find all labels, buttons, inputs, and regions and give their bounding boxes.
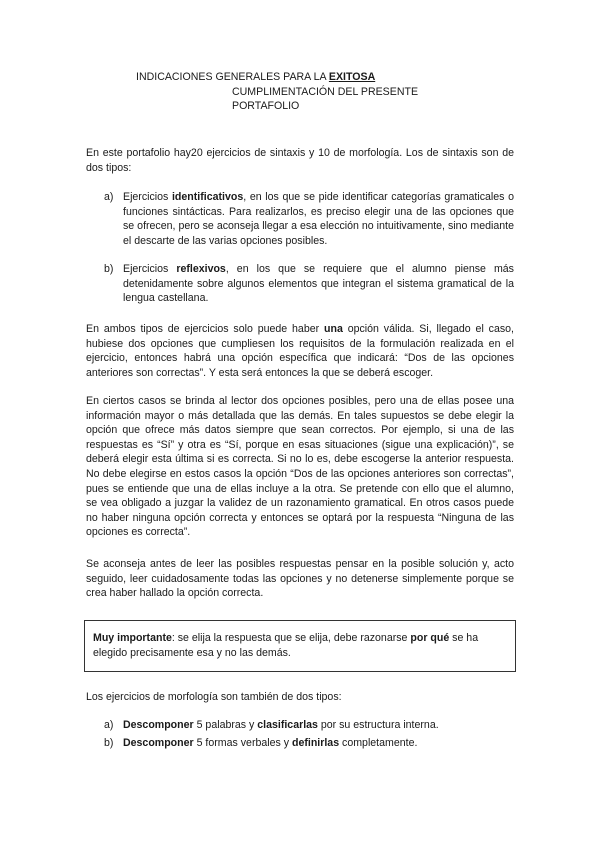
morph-type-a — [104, 718, 514, 733]
syntax-type-b — [104, 262, 514, 306]
list-item-text: Descomponer 5 palabras y clasificarlas por su estructura interna. — [123, 719, 439, 731]
page-title — [136, 70, 436, 114]
intro-paragraph: En este portafolio hay20 ejercicios de sintaxis y 10 de morfología. Los de sintaxis son de dos tipos: — [86, 147, 514, 174]
valid-option-paragraph: En ambos tipos de ejercicios solo puede haber una opción válida. Si, llegado el caso, hubiese dos opciones que cumpliesen los requisitos de la formulación realizada en el ejercicio, entonces habrá una opción específica que indicará: “Dos de las opciones anteriores son correctas”. Y esta será entonces la que se deberá escoger. — [86, 323, 514, 379]
list-item-text: Descomponer 5 formas verbales y definirlas completamente. — [123, 737, 418, 749]
morphology-intro: Los ejercicios de morfología son también de dos tipos: — [86, 691, 342, 703]
advice-paragraph: Se aconseja antes de leer las posibles respuestas pensar en la posible solución y, acto seguido, leer cuidadosamente todas las opciones y no detenerse simplemente porque se crea haber hallado la opción correcta. — [86, 558, 514, 600]
list-marker: b) — [104, 737, 114, 749]
title-line-2: CUMPLIMENTACIÓN DEL PRESENTE — [232, 85, 419, 98]
important-label: Muy importante — [93, 632, 172, 644]
important-note-box: Muy importante: se elija la respuesta que se elija, debe razonarse por qué se ha elegido precisamente esa y no las demás. — [84, 620, 516, 672]
list-marker: a) — [104, 719, 114, 731]
syntax-type-a — [104, 190, 514, 248]
list-marker: a) — [104, 191, 114, 203]
cases-paragraph: En ciertos casos se brinda al lector dos opciones posibles, pero una de ellas posee una información mayor o más detallada que las demás. En tales supuestos se debe elegir la opción que ofrece más datos siempre que sean correctos. Por ejemplo, si una de las respuestas es “Sí” y otra es “Sí, porque en esas situaciones (sigue una explicación)”, se deberá elegir esta última si es correcta. Si no lo es, debe escogerse la anterior respuesta. No debe elegirse en estos casos la opción “Dos de las opciones anteriores son correctas”, pues se entiende que una de ellas incluye a la otra. Se pretende con ello que el alumno, se vea obligado a juzgar la validez de un razonamiento gramatical. En otros casos puede no haber ninguna opción correcta y entonces se optará por la respuesta “Ninguna de las opciones es correcta”. — [86, 395, 514, 539]
list-item-text: Ejercicios identificativos, en los que se pide identificar categorías gramaticales o funciones sintácticas. Para realizarlos, es preciso elegir una de las opciones que se ofrecen, pero se aconseja llegar a esa elección no intuitivamente, sino mediante el descarte de las varias opciones posibles. — [123, 191, 514, 247]
list-marker: b) — [104, 263, 114, 275]
morph-type-b — [104, 736, 514, 751]
list-item-text: Ejercicios reflexivos, en los que se requiere que el alumno piense más detenidamente sobre algunos elementos que integran el sistema gramatical de la lengua castellana. — [123, 263, 514, 305]
title-line-3: PORTAFOLIO — [232, 100, 300, 113]
title-emphasis: EXITOSA — [328, 71, 376, 83]
title-line-1: INDICACIONES GENERALES PARA LA EXITOSA — [136, 71, 376, 83]
